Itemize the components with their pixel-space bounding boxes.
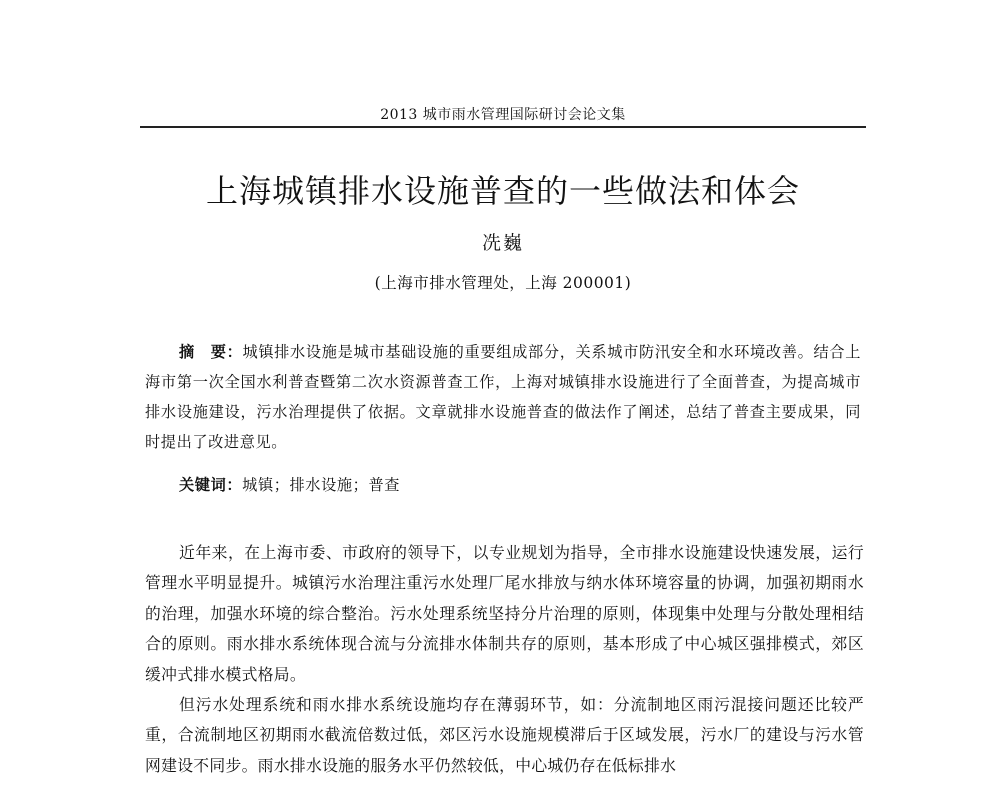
body-text (145, 538, 864, 781)
keywords-text: 城镇；排水设施；普查 (242, 476, 401, 494)
abstract-text: 城镇排水设施是城市基础设施的重要组成部分，关系城市防汛安全和水环境改善。结合上海市第一次全国水利普查暨第二次水资源普查工作，上海对城镇排水设施进行了全面普查，为提高城市排水设施建设，污水治理提供了依据。文章就排水设施普查的做法作了阐述，总结了普查主要成果，同时提出了改进意见。 (145, 343, 861, 451)
author-affiliation: (上海市排水管理处，上海 200001) (374, 274, 632, 292)
paper-title: 上海城镇排水设施普查的一些做法和体会 (205, 172, 800, 210)
body-paragraph: 但污水处理系统和雨水排水系统设施均存在薄弱环节，如：分流制地区雨污混接问题还比较严重，合流制地区初期雨水截流倍数过低，郊区污水设施规模滞后于区域发展，污水厂的建设与污水管网建设不同步。雨水排水设施的服务水平仍然较低，中心城仍存在低标排水 (145, 695, 864, 775)
header-rule (140, 126, 866, 128)
running-header: 2013 城市雨水管理国际研讨会论文集 (380, 107, 626, 123)
keywords-label: 关键词： (179, 476, 243, 494)
body-paragraph: 近年来，在上海市委、市政府的领导下，以专业规划为指导，全市排水设施建设快速发展，运行管理水平明显提升。城镇污水治理注重污水处理厂尾水排放与纳水体环境容量的协调，加强初期雨水的治理，加强水环境的综合整治。污水处理系统坚持分片治理的原则，体现集中处理与分散处理相结合的原则。雨水排水系统体现合流与分流排水体制共存的原则，基本形成了中心城区强排模式，郊区缓冲式排水模式格局。 (145, 543, 864, 684)
author-name: 冼巍 (481, 232, 524, 254)
keywords (179, 470, 861, 500)
abstract-label: 摘 要： (179, 343, 243, 361)
abstract (145, 337, 861, 457)
